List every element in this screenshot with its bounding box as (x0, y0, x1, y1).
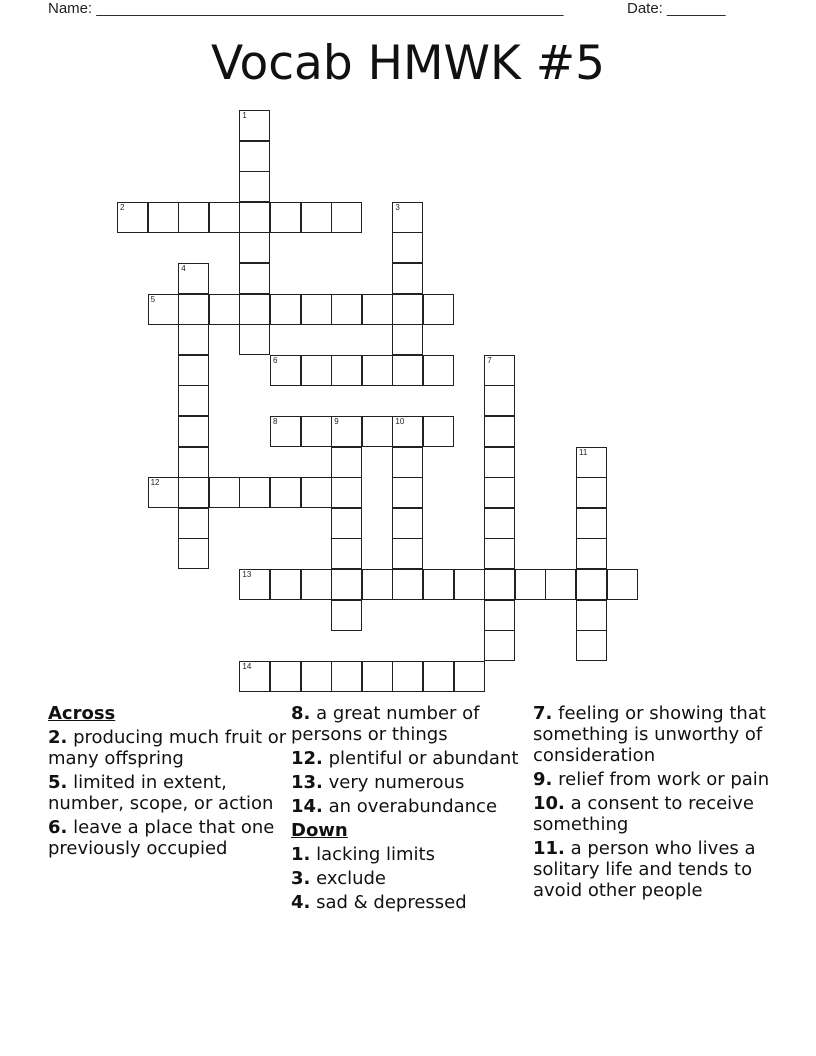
grid-cell (239, 477, 270, 508)
grid-cell (148, 202, 179, 233)
grid-cell (178, 385, 209, 416)
grid-cell (148, 294, 179, 325)
clue-text: sad & depressed (316, 892, 467, 913)
clue-item (291, 772, 523, 793)
clue-text: very numerous (328, 772, 465, 793)
grid-cell (392, 263, 423, 294)
grid-cell (178, 324, 209, 355)
grid-cell (301, 355, 332, 386)
cell-number: 1 (242, 111, 247, 120)
clue-item (533, 769, 773, 790)
grid-cell (239, 294, 270, 325)
clue-text: an overabundance (328, 796, 498, 817)
grid-cell (178, 263, 209, 294)
grid-cell (576, 447, 607, 478)
clue-list (48, 727, 288, 859)
grid-cell (239, 171, 270, 202)
cell-number: 4 (181, 264, 186, 273)
clue-text: plentiful or abundant (328, 748, 519, 769)
grid-cell (301, 294, 332, 325)
name-line: Name: ________________________________________________________ (48, 0, 564, 17)
grid-cell (423, 416, 454, 447)
cell-number: 10 (395, 417, 405, 426)
grid-cell (392, 324, 423, 355)
grid-cell (331, 355, 362, 386)
clue-text: producing much fruit or many offspring (48, 727, 287, 769)
grid-cell (576, 569, 607, 600)
clue-number: 6. (48, 817, 68, 838)
clue-item (291, 844, 523, 865)
clue-number: 7. (533, 703, 553, 724)
grid-cell (270, 661, 301, 692)
grid-cell (178, 447, 209, 478)
grid-cell (392, 477, 423, 508)
cell-number: 11 (579, 447, 588, 457)
grid-cell (331, 477, 362, 508)
clue-text: a person who lives a solitary life and tends to avoid other people (533, 838, 756, 901)
grid-cell (270, 294, 301, 325)
page-title: Vocab HMWK #5 (210, 36, 606, 91)
grid-cell (484, 477, 515, 508)
grid-cell (362, 355, 393, 386)
grid-cell (239, 569, 270, 600)
grid-cell (301, 661, 332, 692)
grid-cell (484, 630, 515, 661)
grid-cell (392, 294, 423, 325)
grid-cell (301, 416, 332, 447)
clues-column-3 (533, 703, 773, 904)
clue-text: leave a place that one previously occupied (48, 817, 275, 859)
cell-number: 14 (242, 661, 252, 671)
grid-cell (301, 569, 332, 600)
cell-number: 5 (150, 294, 156, 304)
across-heading: Across (48, 703, 116, 724)
cell-number: 3 (395, 202, 400, 212)
grid-cell (576, 538, 607, 569)
clue-text: limited in extent, number, scope, or action (48, 772, 274, 814)
grid-cell (239, 110, 270, 141)
grid-cell (484, 385, 515, 416)
clue-text: exclude (316, 868, 387, 889)
clue-item (291, 892, 523, 913)
clue-text: feeling or showing that something is unworthy of consideration (533, 703, 766, 766)
cell-number: 8 (273, 417, 278, 426)
grid-cell (331, 569, 362, 600)
grid-cell (331, 538, 362, 569)
grid-cell (239, 324, 270, 355)
grid-cell (209, 202, 240, 233)
grid-cell (515, 569, 546, 600)
grid-cell (362, 661, 393, 692)
grid-cell (423, 569, 454, 600)
grid-cell (392, 538, 423, 569)
cell-number: 2 (120, 202, 125, 212)
grid-cell (423, 294, 454, 325)
clue-text: lacking limits (316, 844, 435, 865)
clue-number: 1. (291, 844, 311, 865)
clue-item (291, 796, 523, 817)
grid-cell (392, 202, 423, 233)
clue-item (291, 703, 523, 745)
grid-cell (117, 202, 148, 233)
grid-cell (239, 661, 270, 692)
grid-cell (270, 416, 301, 447)
grid-cell (239, 263, 270, 294)
grid-cell (301, 202, 332, 233)
grid-cell (576, 600, 607, 631)
grid-cell (270, 569, 301, 600)
grid-cell (209, 294, 240, 325)
grid-cell (484, 355, 515, 386)
grid-cell (362, 294, 393, 325)
grid-cell (270, 477, 301, 508)
clues-column-2 (291, 703, 523, 916)
grid-cell (362, 569, 393, 600)
grid-cell (576, 508, 607, 539)
grid-cell (576, 630, 607, 661)
grid-cell (484, 447, 515, 478)
clues-column-1 (48, 703, 288, 862)
clue-number: 2. (48, 727, 68, 748)
grid-cell (331, 202, 362, 233)
cell-number: 7 (487, 355, 492, 365)
clue-item (48, 817, 288, 859)
clue-item (533, 793, 773, 835)
clue-item (533, 838, 773, 901)
clue-number: 3. (291, 868, 311, 889)
grid-cell (392, 508, 423, 539)
grid-cell (331, 416, 362, 447)
grid-cell (270, 355, 301, 386)
grid-cell (392, 661, 423, 692)
clue-text: relief from work or pain (558, 769, 770, 790)
grid-cell (392, 447, 423, 478)
grid-cell (392, 569, 423, 600)
grid-cell (484, 600, 515, 631)
grid-cell (178, 355, 209, 386)
grid-cell (423, 355, 454, 386)
grid-cell (484, 416, 515, 447)
grid-cell (148, 477, 179, 508)
grid-cell (454, 569, 485, 600)
grid-cell (301, 477, 332, 508)
clue-number: 5. (48, 772, 68, 793)
grid-cell (545, 569, 576, 600)
clue-number: 8. (291, 703, 311, 724)
cell-number: 12 (150, 478, 160, 488)
grid-cell (484, 508, 515, 539)
grid-cell (178, 294, 209, 325)
grid-cell (392, 416, 423, 447)
clue-number: 4. (291, 892, 311, 913)
clue-text: a consent to receive something (533, 793, 754, 835)
grid-cell (484, 538, 515, 569)
grid-cell (331, 600, 362, 631)
date-line: Date: _______ (627, 0, 726, 17)
clue-number: 14. (291, 796, 323, 817)
clue-item (291, 748, 523, 769)
grid-cell (331, 508, 362, 539)
grid-cell (178, 202, 209, 233)
clue-number: 13. (291, 772, 323, 793)
grid-cell (178, 508, 209, 539)
cell-number: 6 (273, 355, 278, 365)
grid-cell (239, 232, 270, 263)
grid-cell (392, 232, 423, 263)
clue-number: 9. (533, 769, 553, 790)
clue-number: 10. (533, 793, 565, 814)
clue-number: 11. (533, 838, 565, 859)
grid-cell (392, 355, 423, 386)
grid-cell (270, 202, 301, 233)
clue-item (48, 727, 288, 769)
grid-cell (209, 477, 240, 508)
grid-cell (239, 202, 270, 233)
down-heading: Down (291, 820, 348, 841)
cell-number: 13 (242, 570, 252, 579)
clue-number: 12. (291, 748, 323, 769)
grid-cell (484, 569, 515, 600)
cell-number: 9 (334, 417, 339, 426)
grid-cell (331, 661, 362, 692)
grid-cell (454, 661, 485, 692)
clue-text: a great number of persons or things (291, 703, 480, 745)
grid-cell (331, 294, 362, 325)
grid-cell (178, 538, 209, 569)
grid-cell (607, 569, 638, 600)
clue-item (291, 868, 523, 889)
grid-cell (239, 141, 270, 172)
clue-item (48, 772, 288, 814)
grid-cell (423, 661, 454, 692)
grid-cell (178, 416, 209, 447)
grid-cell (362, 416, 393, 447)
grid-cell (331, 447, 362, 478)
grid-cell (178, 477, 209, 508)
clue-item (533, 703, 773, 766)
grid-cell (576, 477, 607, 508)
